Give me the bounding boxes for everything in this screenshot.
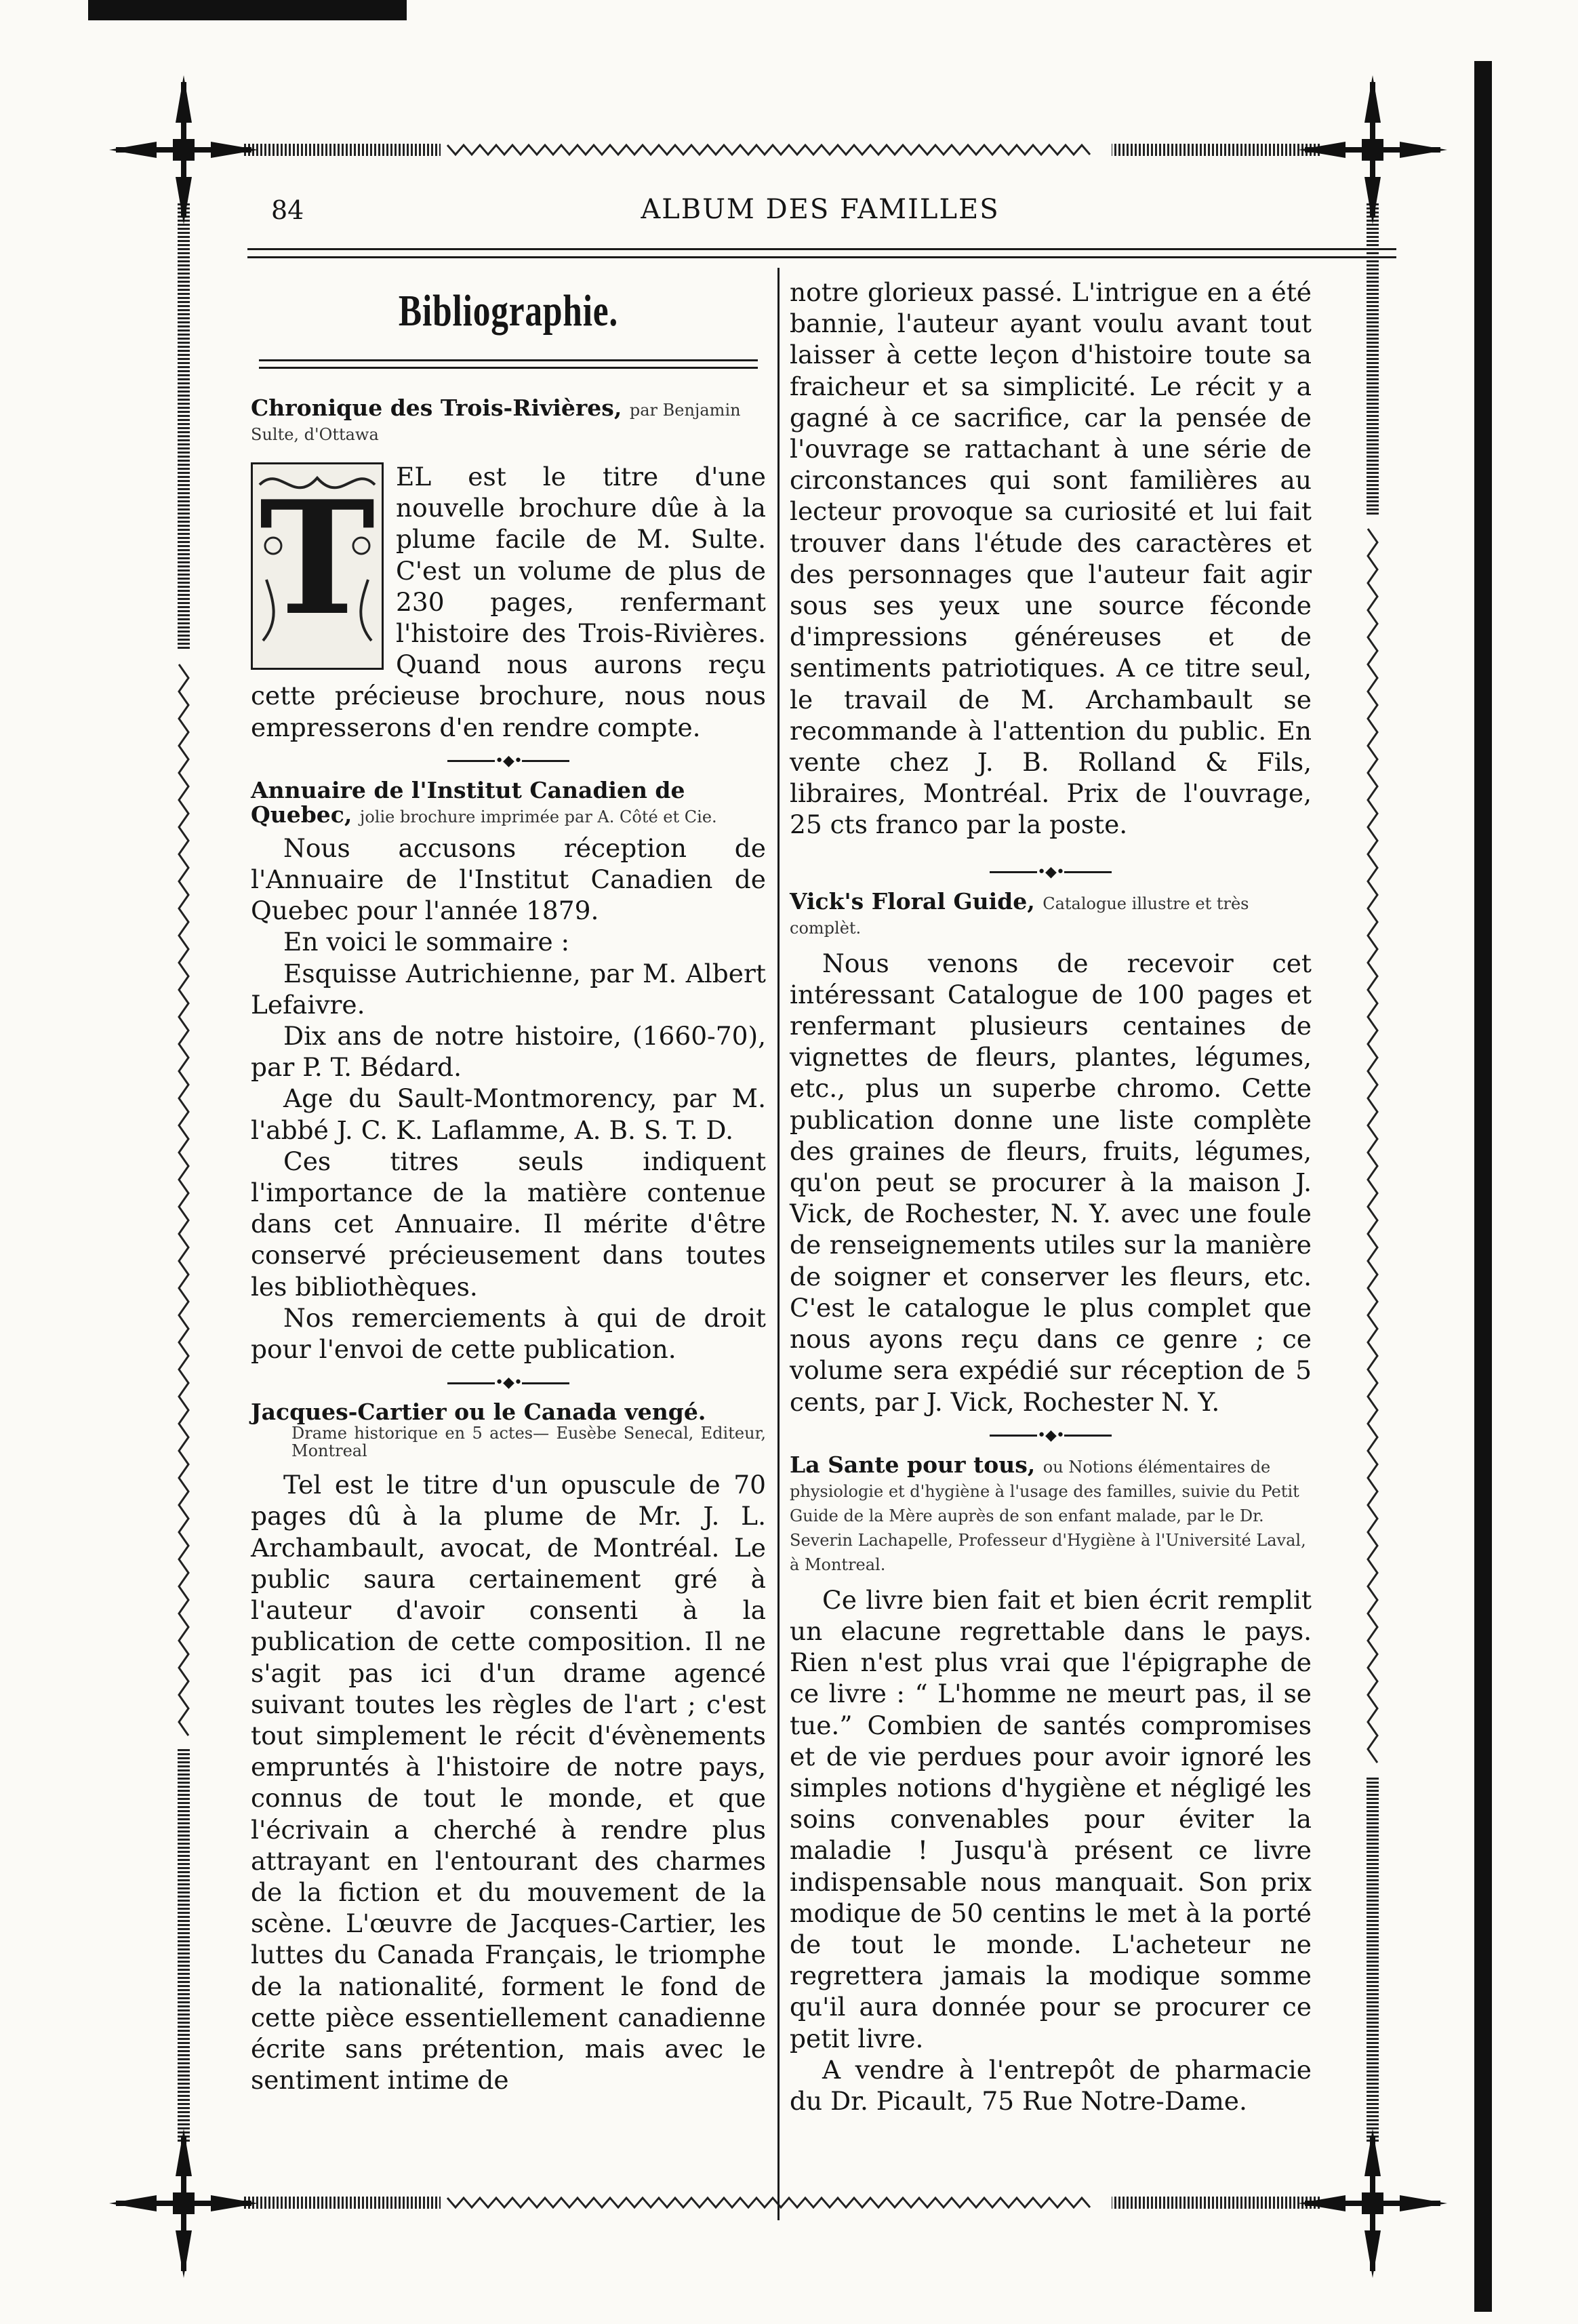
paragraph: Nous venons de recevoir cet intéressant Catalogue de 100 pages et renfermant plusieurs centaines de vignettes de fleurs, plantes, légumes, etc., plus un superbe chromo. Cette publication donne une liste complète des graines de fleurs, fruits, légumes, qu'on peut se procurer à la maison J. Vick, de Rochester, N. Y. avec une foule de renseignements utiles sur la manière de soigner et conserver les fleurs, etc. C'est le catalogue le plus complet que nous ayons reçu dans ce genre ; ce volume sera expédié sur réception de 5 cents, par J. Vick, Rochester N. Y. <box>790 948 1312 1417</box>
review-heading-jacques-cartier: Jacques-Cartier ou le Canada vengé. <box>251 1399 706 1426</box>
review-byline-vick: Catalogue illustre et très complèt. <box>790 894 1249 938</box>
paragraph: Ce livre bien fait et bien écrit remplit un elacune regrettable dans le pays. Rien n'est plus vrai que l'épigraphe de ce livre : “ L'homme ne meurt pas, il se tue.” Combien de santés compromises et de vie perdues pour avoir ignoré les simples notions d'hygiène et négligé les soins convenables pour éviter la maladie ! Jusqu'à présent ce livre indispensable nous manquait. Son prix modique de 50 centins le met à la porté de tout le monde. L'acheteur ne regrettera jamais la modique somme qu'il aura donnée pour se procurer ce petit livre. <box>790 1584 1312 2053</box>
running-title: ALBUM DES FAMILLES <box>641 194 1000 225</box>
column-divider <box>777 268 780 2220</box>
paragraph: Esquisse Autrichienne, par M. Albert Lefaivre. <box>251 958 766 1020</box>
paragraph: A vendre à l'entrepôt de pharmacie du Dr. Picault, 75 Rue Notre-Dame. <box>790 2054 1312 2116</box>
section-ornament: •◆• <box>251 1371 766 1395</box>
paragraph: En voici le sommaire : <box>283 927 570 957</box>
review-heading-vick: Vick's Floral Guide, Catalogue illustre et très complèt. <box>790 887 1249 938</box>
paragraph: Ces titres seuls indiquent l'importance de la matière contenue dans cet Annuaire. Il mérite d'être conservé précieusement dans toutes les bibliothèques. <box>251 1146 766 1302</box>
paragraph-continued: notre glorieux passé. L'intrigue en a été bannie, l'auteur ayant voulu avant tout laisser à cette leçon d'histoire toute sa fraicheur et sa simplicité. Le récit y a gagné à ce sacrifice, car la pensée de l'ouvrage se rattachant à une série de circonstances qui sont familières au lecteur provoque sa curiosité et lui fait trouver dans l'étude des caractères et des personnages que l'auteur fait agir sous ses yeux une source féconde d'impressions généreuses et de sentiments patriotiques. A ce titre seul, le travail de M. Archambault se recommande à l'attention du public. En vente chez J. B. Rolland & Fils, libraires, Montréal. Prix de l'ouvrage, 25 cts franco par la poste. <box>790 277 1312 840</box>
scan-binding-edge <box>1474 61 1492 2312</box>
header-rule-top <box>247 248 1396 250</box>
page-number: 84 <box>271 195 304 225</box>
paragraph: Dix ans de notre histoire, (1660-70), par P. T. Bédard. <box>251 1021 766 1083</box>
review-text-chronique: EL est le titre d'une nouvelle brochure dûe à la plume facile de M. Sulte. C'est un volume de plus de 230 pages, renfermant l'histoire des Trois-Rivières. Quand nous aurons reçu cette précieuse brochure, nous nous empresserons d'en rendre compte. <box>251 462 766 742</box>
review-byline-chronique: par Benjamin Sulte, d'Ottawa <box>251 401 741 444</box>
review-heading-sante: La Sante pour tous, ou Notions élémentaires de physiologie et d'hygiène à l'usage des familles, suivie du Petit Guide de la Mère auprès de son enfant malade, par le Dr. Severin Lachapelle, Professeur d'Hygiène à l'Université Laval, à Montreal. <box>790 1451 1306 1574</box>
drop-cap-letter: T <box>259 467 376 650</box>
review-byline-sante: ou Notions élémentaires de physiologie et d'hygiène à l'usage des familles, suivie du Petit Guide de la Mère auprès de son enfant malade, par le Dr. Severin Lachapelle, Professeur d'Hygiène à l'Université Laval, à Montreal. <box>790 1457 1306 1574</box>
paragraph: Nous accusons réception de l'Annuaire de l'Institut Canadien de Quebec pour l'année 1879. <box>251 833 766 926</box>
paragraph: Nos remerciements à qui de droit pour l'envoi de cette publication. <box>251 1302 766 1365</box>
section-title: Bibliographie. <box>398 286 619 336</box>
header-rule-bottom <box>247 256 1396 258</box>
paragraph: Tel est le titre d'un opuscule de 70 pages dû à la plume de Mr. J. L. Archambault, avocat, de Montréal. Le public saura certainement gré à l'auteur d'avoir consenti à la publication de cette composition. Il ne s'agit pas ici d'un drame agencé suivant toutes les règles de l'art ; c'est tout simplement le récit d'évènements empruntés à l'histoire de notre pays, connus de tout le monde, et que l'écrivain a cherché à rendre plus attrayant en l'entourant des charmes de la fiction et du mouvement de la scène. L'œuvre de Jacques-Cartier, les luttes du Canada Français, le triomphe de la nationalité, forment le fond de cette pièce essentiellement canadienne écrite sans prétention, mais avec le sentiment intime de <box>251 1470 766 2096</box>
right-column <box>790 277 1312 2117</box>
review-heading-chronique: Chronique des Trois-Rivières, par Benjamin Sulte, d'Ottawa <box>251 395 741 444</box>
section-ornament: •◆• <box>251 750 766 773</box>
review-byline-annuaire: jolie brochure imprimée par A. Côté et Cie. <box>359 807 717 826</box>
review-byline-jacques-cartier: Drame historique en 5 actes— Eusèbe Senecal, Editeur, Montreal <box>291 1424 766 1461</box>
section-ornament: •◆• <box>790 861 1312 884</box>
section-ornament: •◆• <box>790 1424 1312 1447</box>
review-heading-annuaire: Annuaire de l'Institut Canadien de Quebec, jolie brochure imprimée par A. Côté et Cie. <box>251 776 717 828</box>
illuminated-drop-cap <box>251 462 384 670</box>
title-double-rule <box>259 359 758 369</box>
scan-edge-streak <box>88 0 407 20</box>
left-column <box>251 277 766 2096</box>
paragraph: Age du Sault-Montmorency, par M. l'abbé J. C. K. Laflamme, A. B. S. T. D. <box>251 1083 766 1145</box>
